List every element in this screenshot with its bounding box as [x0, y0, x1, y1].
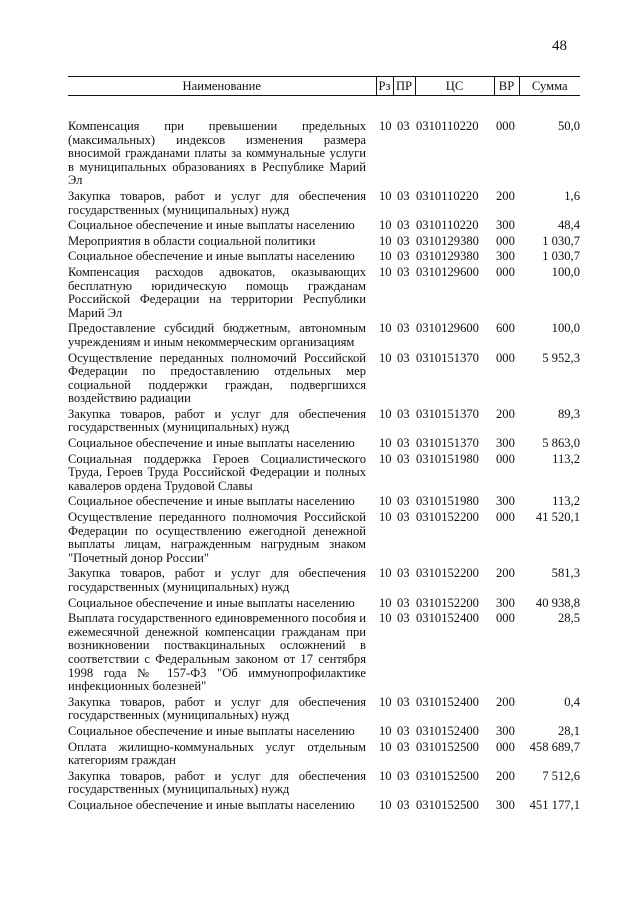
row-pr: 03 [397, 218, 410, 233]
row-pr: 03 [397, 406, 410, 421]
row-rz: 10 [379, 350, 392, 365]
row-sum: 100,0 [551, 321, 580, 336]
header-cs: ЦС [415, 77, 494, 96]
row-pr: 03 [397, 595, 410, 610]
row-rz: 10 [379, 264, 392, 279]
row-pr: 03 [397, 249, 410, 264]
row-pr: 03 [397, 694, 410, 709]
row-name: Социальное обеспечение и иные выплаты населению [68, 218, 355, 233]
row-cs: 0310152400 [416, 694, 479, 709]
row-rz: 10 [379, 494, 392, 509]
row-cs: 0310151370 [416, 406, 479, 421]
table-row [68, 188, 580, 217]
row-cs: 0310110220 [416, 119, 479, 133]
table-row [68, 264, 580, 320]
table-row [68, 435, 580, 451]
row-vr: 000 [496, 119, 515, 133]
row-rz: 10 [379, 566, 392, 581]
row-cs: 0310129380 [416, 233, 479, 248]
table-row [68, 768, 580, 797]
table-header-row [68, 77, 580, 96]
budget-table [68, 76, 580, 813]
row-pr: 03 [397, 797, 410, 812]
row-vr: 000 [496, 510, 515, 525]
row-rz: 10 [379, 233, 392, 248]
table-row [68, 595, 580, 611]
row-vr: 200 [496, 694, 515, 709]
row-name: Компенсация при превышении предельных (максимальных) индексов изменения размера вносимой гражданами платы за коммунальные услуги в муниципальных образованиях в Республике Марий Эл [68, 119, 366, 188]
row-sum: 581,3 [551, 566, 580, 581]
row-vr: 000 [496, 350, 515, 365]
row-pr: 03 [397, 188, 410, 203]
table-row [68, 694, 580, 723]
row-sum: 1 030,7 [542, 233, 580, 248]
row-name: Социальное обеспечение и иные выплаты населению [68, 494, 355, 509]
row-sum: 28,5 [557, 611, 580, 626]
row-sum: 28,1 [557, 723, 580, 738]
row-sum: 113,2 [552, 451, 580, 466]
row-name: Мероприятия в области социальной политики [68, 233, 316, 248]
row-cs: 0310152200 [416, 510, 479, 525]
table-row [68, 723, 580, 739]
row-vr: 000 [496, 233, 515, 248]
table-row [68, 217, 580, 233]
row-name: Закупка товаров, работ и услуг для обеспечения государственных (муниципальных) нужд [68, 188, 366, 217]
row-pr: 03 [397, 119, 410, 133]
row-vr: 300 [496, 218, 515, 233]
row-rz: 10 [379, 249, 392, 264]
row-sum: 1 030,7 [542, 249, 580, 264]
row-vr: 200 [496, 406, 515, 421]
row-cs: 0310152200 [416, 595, 479, 610]
row-cs: 0310152400 [416, 723, 479, 738]
row-name: Осуществление переданных полномочий Российской Федерации по предоставлению отдельных мер социальной поддержки граждан, подвергшихся воздействию радиации [68, 350, 366, 406]
row-sum: 41 520,1 [535, 510, 580, 525]
row-vr: 200 [496, 566, 515, 581]
row-cs: 0310152500 [416, 797, 479, 812]
row-rz: 10 [379, 739, 392, 754]
row-name: Предоставление субсидий бюджетным, автономным учреждениям и иным некоммерческим организациям [68, 321, 366, 349]
row-pr: 03 [397, 436, 410, 451]
row-sum: 48,4 [557, 218, 580, 233]
row-rz: 10 [379, 768, 392, 783]
row-rz: 10 [379, 119, 392, 133]
row-cs: 0310151370 [416, 436, 479, 451]
table-body [68, 96, 580, 813]
row-vr: 300 [496, 723, 515, 738]
row-vr: 300 [496, 494, 515, 509]
header-rz: Рз [376, 77, 393, 96]
row-cs: 0310152400 [416, 611, 479, 626]
row-rz: 10 [379, 510, 392, 525]
row-rz: 10 [379, 723, 392, 738]
row-cs: 0310110220 [416, 188, 479, 203]
row-pr: 03 [397, 510, 410, 525]
row-vr: 300 [496, 595, 515, 610]
table-row [68, 248, 580, 264]
row-pr: 03 [397, 264, 410, 279]
row-vr: 000 [496, 264, 515, 279]
row-sum: 7 512,6 [542, 768, 580, 783]
row-name: Выплата государственного единовременного пособия и ежемесячной денежной компенсации гражданам при возникновении поствакцинальных осложнений в соответствии с Федеральным законом от 17 сентября 1998 года № 157-ФЗ "Об иммунопрофилактике инфекционных болезней" [68, 611, 366, 694]
row-name: Осуществление переданного полномочия Российской Федерации по осуществлению ежегодной денежной выплаты лицам, награжденным нагрудным знаком "Почетный донор России" [68, 510, 366, 565]
row-sum: 1,6 [564, 188, 580, 203]
table-row [68, 406, 580, 435]
row-vr: 300 [496, 797, 515, 812]
row-name: Социальное обеспечение и иные выплаты населению [68, 595, 355, 610]
table-row [68, 350, 580, 406]
row-rz: 10 [379, 611, 392, 626]
row-vr: 300 [496, 249, 515, 264]
row-name: Социальное обеспечение и иные выплаты населению [68, 723, 355, 738]
row-cs: 0310129600 [416, 321, 479, 336]
row-vr: 300 [496, 436, 515, 451]
table-row [68, 233, 580, 249]
row-name: Закупка товаров, работ и услуг для обеспечения государственных (муниципальных) нужд [68, 768, 366, 797]
table-row [68, 451, 580, 494]
row-rz: 10 [379, 436, 392, 451]
header-vr: ВР [494, 77, 519, 96]
row-vr: 600 [496, 321, 515, 336]
row-cs: 0310151370 [416, 350, 479, 365]
row-sum: 50,0 [557, 119, 580, 133]
header-pr: ПР [393, 77, 415, 96]
row-sum: 113,2 [552, 494, 580, 509]
row-rz: 10 [379, 218, 392, 233]
row-vr: 000 [496, 451, 515, 466]
table-row [68, 96, 580, 188]
row-rz: 10 [379, 451, 392, 466]
row-name: Закупка товаров, работ и услуг для обеспечения государственных (муниципальных) нужд [68, 694, 366, 723]
row-name: Социальное обеспечение и иные выплаты населению [68, 797, 355, 812]
row-name: Социальное обеспечение и иные выплаты населению [68, 249, 355, 264]
row-sum: 89,3 [557, 406, 580, 421]
row-rz: 10 [379, 406, 392, 421]
row-pr: 03 [397, 723, 410, 738]
header-name: Наименование [68, 77, 376, 96]
header-sum: Сумма [519, 77, 580, 96]
row-sum: 100,0 [551, 264, 580, 279]
row-cs: 0310129380 [416, 249, 479, 264]
row-pr: 03 [397, 494, 410, 509]
row-cs: 0310152500 [416, 739, 479, 754]
row-vr: 000 [496, 611, 515, 626]
row-name: Закупка товаров, работ и услуг для обеспечения государственных (муниципальных) нужд [68, 566, 366, 594]
table-row [68, 509, 580, 565]
row-sum: 0,4 [564, 694, 580, 709]
page-number: 48 [552, 38, 567, 54]
row-pr: 03 [397, 451, 410, 466]
row-cs: 0310110220 [416, 218, 479, 233]
row-rz: 10 [379, 595, 392, 610]
table-row [68, 797, 580, 813]
row-name: Оплата жилищно-коммунальных услуг отдельным категориям граждан [68, 739, 366, 768]
row-cs: 0310152500 [416, 768, 479, 783]
table-row [68, 320, 580, 349]
row-vr: 000 [496, 739, 515, 754]
row-name: Компенсация расходов адвокатов, оказывающих бесплатную юридическую помощь гражданам Российской Федерации на территории Республики Марий Эл [68, 264, 366, 320]
row-pr: 03 [397, 321, 410, 336]
row-vr: 200 [496, 768, 515, 783]
row-rz: 10 [379, 797, 392, 812]
row-sum: 458 689,7 [529, 739, 580, 754]
table-row [68, 565, 580, 594]
row-name: Социальное обеспечение и иные выплаты населению [68, 436, 355, 451]
row-pr: 03 [397, 768, 410, 783]
row-name: Закупка товаров, работ и услуг для обеспечения государственных (муниципальных) нужд [68, 406, 366, 435]
row-pr: 03 [397, 350, 410, 365]
row-rz: 10 [379, 694, 392, 709]
row-sum: 5 863,0 [542, 436, 580, 451]
row-sum: 5 952,3 [542, 350, 580, 365]
table-row [68, 739, 580, 768]
row-cs: 0310152200 [416, 566, 479, 581]
row-cs: 0310129600 [416, 264, 479, 279]
row-vr: 200 [496, 188, 515, 203]
row-pr: 03 [397, 739, 410, 754]
row-pr: 03 [397, 566, 410, 581]
row-cs: 0310151980 [416, 451, 479, 466]
row-rz: 10 [379, 188, 392, 203]
row-pr: 03 [397, 611, 410, 626]
row-cs: 0310151980 [416, 494, 479, 509]
row-name: Социальная поддержка Героев Социалистического Труда, Героев Труда Российской Федерации и полных кавалеров ордена Трудовой Славы [68, 451, 366, 493]
row-rz: 10 [379, 321, 392, 336]
row-pr: 03 [397, 233, 410, 248]
table-row [68, 610, 580, 694]
table-row [68, 493, 580, 509]
row-sum: 451 177,1 [529, 797, 580, 812]
row-sum: 40 938,8 [535, 595, 580, 610]
